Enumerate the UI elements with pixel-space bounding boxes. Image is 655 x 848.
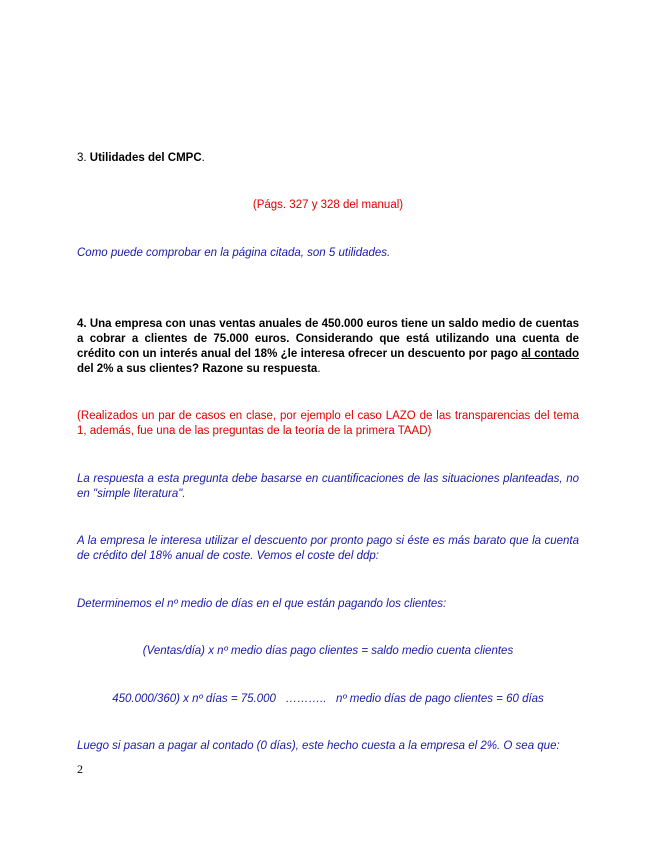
question-4-text-b: del 2% a sus clientes? Razone su respuesta: [77, 363, 318, 375]
calculation-line: 450.000/360) x nº días = 75.000 ……….. nº medio días de pago clientes = 60 días: [112, 693, 544, 705]
question-4: [77, 317, 579, 377]
page-number: 2: [77, 762, 83, 776]
section3-answer: Como puede comprobar en la página citada, son 5 utilidades.: [77, 247, 391, 259]
answer-paragraph-1: La respuesta a esta pregunta debe basarse en cuantificaciones de las situaciones planteadas, no en "simple literatura".: [77, 473, 579, 500]
answer-paragraph-4: Luego si pasan a pagar al contado (0 días), este hecho cuesta a la empresa el 2%. O sea que:: [77, 740, 560, 752]
answer-paragraph-2: A la empresa le interesa utilizar el descuento por pronto pago si éste es más barato que la cuenta de crédito del 18% anual de coste. Vemos el coste del ddp:: [77, 535, 579, 562]
question-4-underlined: al contado: [521, 348, 580, 360]
question-4-note: (Realizados un par de casos en clase, por ejemplo el caso LAZO de las transparencias del tema 1, además, fue una de las preguntas de la teoría de la primera TAAD): [77, 410, 579, 437]
answer-paragraph-3: Determinemos el nº medio de días en el que están pagando los clientes:: [77, 598, 447, 610]
section3-period: .: [201, 152, 205, 164]
section3-reference: (Págs. 327 y 328 del manual): [252, 199, 404, 211]
section3-number: 3.: [77, 152, 87, 164]
section3-title: Utilidades del CMPC: [89, 152, 202, 164]
question-4-text-a: 4. Una empresa con unas ventas anuales de 450.000 euros tiene un saldo medio de cuentas a cobrar a clientes de 75.000 euros. Considerando que está utilizando una cuenta de crédito con un interés anual del 18% ¿le interesa ofrecer un descuento por pago: [77, 318, 579, 360]
section3-heading: [77, 151, 579, 166]
question-4-end: .: [317, 363, 321, 375]
formula-line: (Ventas/día) x nº medio días pago clientes = saldo medio cuenta clientes: [142, 645, 514, 657]
